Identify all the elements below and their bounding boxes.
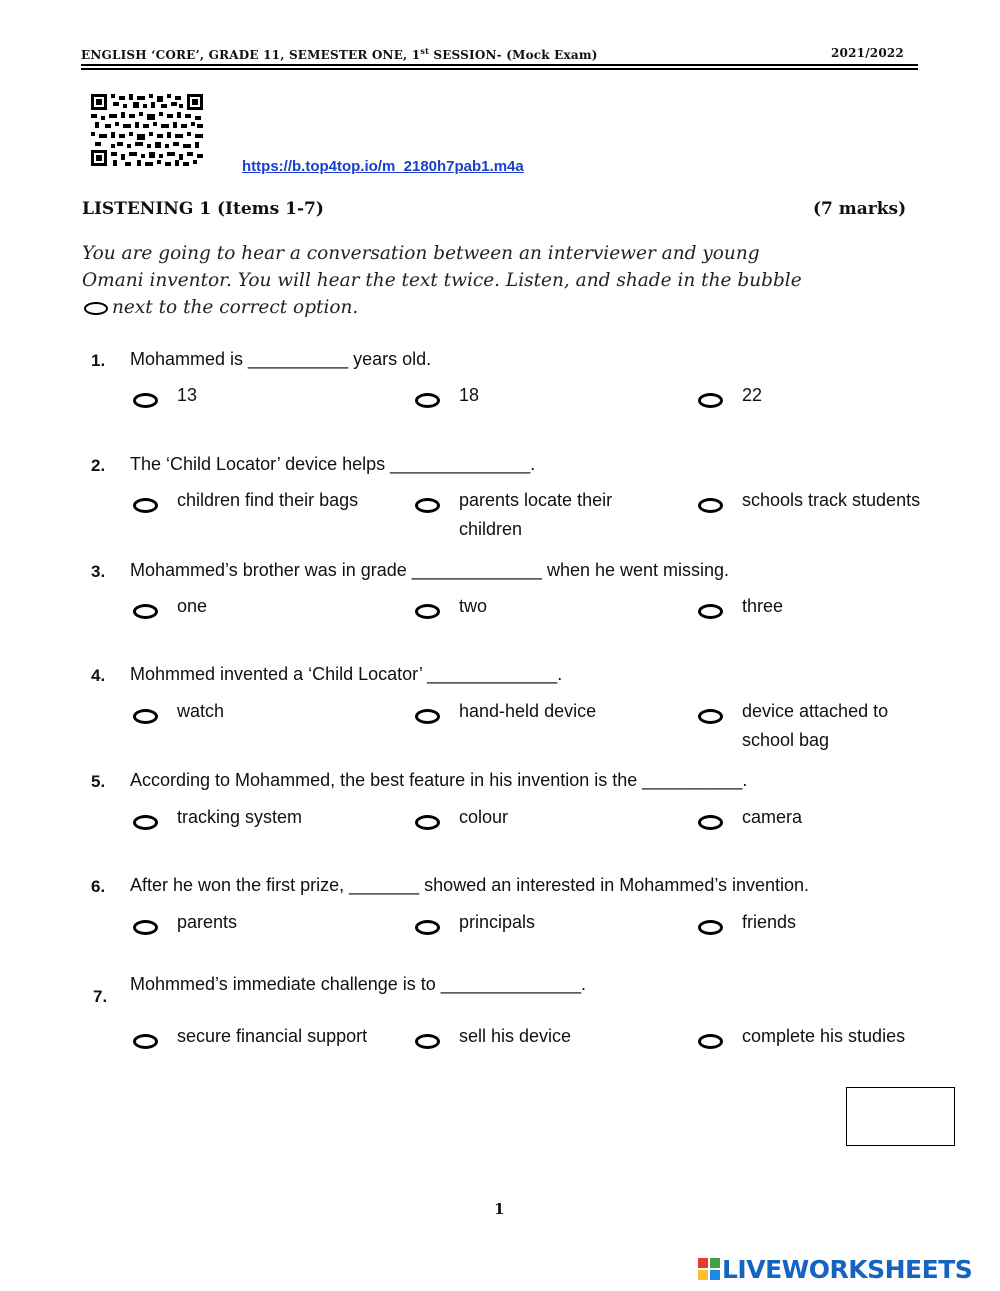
- header-rule-bottom: [81, 68, 918, 70]
- header-rule-top: [81, 64, 918, 66]
- question-text: Mohammed’s brother was in grade _____________ when he went missing.: [130, 560, 730, 580]
- option-label: colour: [459, 807, 509, 827]
- question-text: After he won the first prize, _______ showed an interested in Mohammed’s invention.: [130, 875, 810, 895]
- answer-bubble[interactable]: [698, 393, 723, 408]
- question-number: 4.: [91, 666, 106, 685]
- section-marks: (7 marks): [813, 199, 907, 219]
- option-label: parents locate their children: [459, 490, 613, 539]
- option-label: principals: [459, 912, 536, 932]
- option-label: 13: [177, 385, 198, 405]
- instructions: You are going to hear a conversation between an interviewer and young Omani inventor. You will hear the text twice. Listen, and shade in the bubble next to the correct option.: [82, 243, 802, 318]
- option-label: one: [177, 596, 208, 616]
- liveworksheets-logo-icon: [698, 1258, 720, 1280]
- option-label: schools track students: [742, 490, 921, 510]
- section-title: LISTENING 1 (Items 1-7): [82, 199, 324, 219]
- answer-bubble[interactable]: [133, 393, 158, 408]
- option-label: three: [742, 596, 784, 616]
- answer-bubble[interactable]: [698, 920, 723, 935]
- question-number: 3.: [91, 562, 106, 581]
- answer-bubble[interactable]: [133, 920, 158, 935]
- bubble-example-icon: [84, 302, 108, 315]
- score-box[interactable]: [846, 1087, 955, 1146]
- answer-bubble[interactable]: [698, 709, 723, 724]
- option-label: device attached to school bag: [742, 701, 889, 750]
- question-text: Mohmmed’s immediate challenge is to ______________.: [130, 974, 586, 994]
- answer-bubble[interactable]: [133, 815, 158, 830]
- audio-link[interactable]: https://b.top4top.io/m_2180h7pab1.m4a: [242, 158, 524, 175]
- answer-bubble[interactable]: [133, 604, 158, 619]
- exam-year: 2021/2022: [831, 46, 904, 60]
- question-text: Mohammed is __________ years old.: [130, 349, 432, 369]
- qr-code-icon: [91, 94, 203, 166]
- answer-bubble[interactable]: [698, 815, 723, 830]
- question-text: Mohmmed invented a ‘Child Locator’ _____________.: [130, 664, 563, 684]
- answer-bubble[interactable]: [698, 498, 723, 513]
- question-number: 2.: [91, 456, 106, 475]
- answer-bubble[interactable]: [415, 1034, 440, 1049]
- answer-bubble[interactable]: [698, 1034, 723, 1049]
- option-label: children find their bags: [177, 490, 359, 510]
- option-label: complete his studies: [742, 1026, 906, 1046]
- option-label: tracking system: [177, 807, 303, 827]
- question-text: According to Mohammed, the best feature in his invention is the __________.: [130, 770, 748, 790]
- option-label: friends: [742, 912, 797, 932]
- question-number: 1.: [91, 351, 106, 370]
- option-label: 22: [742, 385, 763, 405]
- question-text: The ‘Child Locator’ device helps ______________.: [130, 454, 536, 474]
- answer-bubble[interactable]: [415, 815, 440, 830]
- page-number: 1: [494, 1200, 505, 1218]
- question-number: 5.: [91, 772, 106, 791]
- question-number: 6.: [91, 877, 106, 896]
- answer-bubble[interactable]: [133, 709, 158, 724]
- answer-bubble[interactable]: [415, 393, 440, 408]
- answer-bubble[interactable]: [415, 604, 440, 619]
- option-label: camera: [742, 807, 803, 827]
- option-label: watch: [177, 701, 225, 721]
- answer-bubble[interactable]: [415, 920, 440, 935]
- answer-bubble[interactable]: [415, 709, 440, 724]
- answer-bubble[interactable]: [415, 498, 440, 513]
- answer-bubble[interactable]: [133, 498, 158, 513]
- option-label: secure financial support: [177, 1026, 368, 1046]
- answer-bubble[interactable]: [133, 1034, 158, 1049]
- option-label: sell his device: [459, 1026, 572, 1046]
- option-label: hand-held device: [459, 701, 597, 721]
- exam-title: ENGLISH ‘CORE’, GRADE 11, SEMESTER ONE, 1st SESSION- (Mock Exam): [81, 46, 598, 62]
- option-label: two: [459, 596, 488, 616]
- option-label: parents: [177, 912, 238, 932]
- answer-bubble[interactable]: [698, 604, 723, 619]
- question-number: 7.: [93, 987, 108, 1006]
- option-label: 18: [459, 385, 480, 405]
